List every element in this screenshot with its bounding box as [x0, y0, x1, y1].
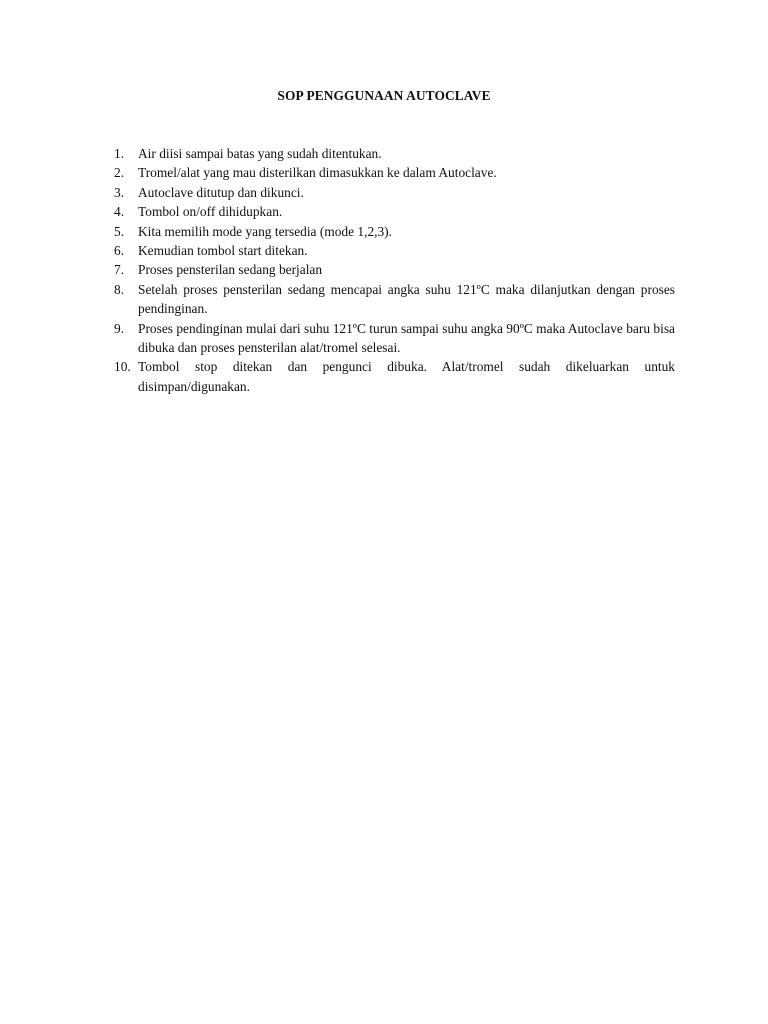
- step-text: Air diisi sampai batas yang sudah ditentukan.: [138, 146, 382, 161]
- step-number: 4.: [114, 204, 125, 220]
- step-text: Proses pensterilan sedang berjalan: [138, 262, 323, 278]
- list-item: [114, 163, 675, 182]
- list-item: [114, 280, 675, 319]
- list-item: [114, 241, 675, 260]
- step-number: 7.: [114, 262, 125, 278]
- step-text: Tromel/alat yang mau disterilkan dimasukkan ke dalam Autoclave.: [138, 165, 497, 181]
- list-item: [114, 319, 675, 358]
- step-number: 6.: [114, 243, 125, 259]
- step-text: Kemudian tombol start ditekan.: [138, 243, 308, 259]
- list-item: [114, 202, 675, 221]
- step-text: Setelah proses pensterilan sedang mencapai angka suhu 121ºC maka dilanjutkan dengan proses pendinginan.: [138, 281, 675, 317]
- list-item: [114, 183, 675, 202]
- list-item: [114, 222, 675, 241]
- step-text: Tombol stop ditekan dan pengunci dibuka. Alat/tromel sudah dikeluarkan untuk disimpan/digunakan.: [138, 359, 675, 394]
- step-number: 3.: [114, 184, 125, 200]
- step-number: 2.: [114, 165, 125, 181]
- list-item: [114, 260, 675, 279]
- step-text: Kita memilih mode yang tersedia (mode 1,2,3).: [138, 223, 392, 239]
- step-text: Tombol on/off dihidupkan.: [138, 204, 283, 220]
- list-item: [114, 357, 675, 396]
- document-title: SOP PENGGUNAAN AUTOCLAVE: [277, 88, 491, 103]
- step-number: 5.: [114, 223, 125, 239]
- steps-list: [114, 144, 675, 396]
- list-item: [114, 144, 675, 163]
- step-text: Autoclave ditutup dan dikunci.: [138, 184, 304, 200]
- step-number: 10.: [114, 359, 131, 375]
- step-text: Proses pendinginan mulai dari suhu 121ºC turun sampai suhu angka 90ºC maka Autoclave baru bisa dibuka dan proses pensterilan alat/tromel selesai.: [138, 320, 675, 356]
- step-number: 9.: [114, 320, 125, 336]
- step-number: 1.: [114, 146, 125, 161]
- step-number: 8.: [114, 281, 125, 297]
